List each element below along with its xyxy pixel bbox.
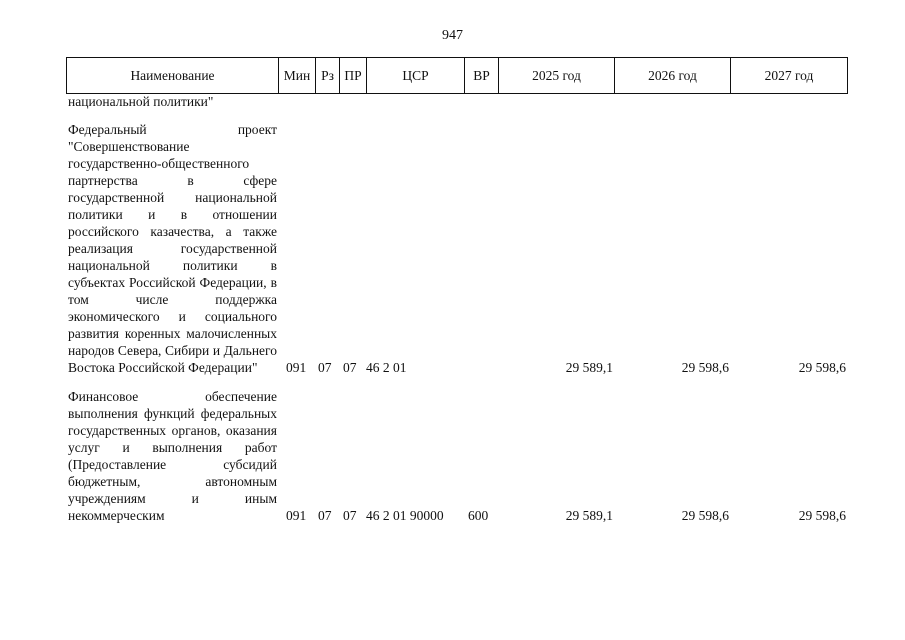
row-name: Финансовое обеспечение выполнения функций федеральных государственных органов, оказания услуг и выполнения работ (Предоставление субсидий бюджетным, автономным учреждениям и иным некоммерческим xyxy=(68,389,277,523)
row-name: Федеральный проект "Совершенствование государственно-общественного партнерства в сфере государственной национальной политики и в отношении российского казачества, а также реализация государственной национальной политики в субъектах Российской Федерации, в том числе поддержка экономического и социального развития коренных малочисленных народов Севера, Сибири и Дальнего Востока Российской Федерации" xyxy=(68,122,277,375)
row-2025: 29 589,1 xyxy=(565,360,613,375)
row-rz: 07 xyxy=(318,360,332,375)
row-2027: 29 598,6 xyxy=(798,360,846,375)
row-vr: 600 xyxy=(468,508,489,523)
row-2027: 29 598,6 xyxy=(798,508,846,523)
header-vr: ВР xyxy=(465,58,499,94)
row-min: 091 xyxy=(286,360,307,375)
header-csr: ЦСР xyxy=(367,58,465,94)
row-2026: 29 598,6 xyxy=(681,508,729,523)
table-row xyxy=(66,388,866,524)
header-2025: 2025 год xyxy=(499,58,615,94)
header-pr: ПР xyxy=(340,58,367,94)
row-rz: 07 xyxy=(318,508,332,523)
page-number: 947 xyxy=(442,28,463,43)
table-row xyxy=(66,121,866,376)
row-2026: 29 598,6 xyxy=(681,360,729,375)
row-csr: 46 2 01 90000 xyxy=(366,508,444,523)
table-body xyxy=(66,93,866,524)
table-row xyxy=(66,93,866,110)
row-csr: 46 2 01 xyxy=(366,360,407,375)
header-2027: 2027 год xyxy=(731,58,848,94)
header-min: Мин xyxy=(279,58,316,94)
row-2025: 29 589,1 xyxy=(565,508,613,523)
header-name: Наименование xyxy=(67,58,279,94)
row-pr: 07 xyxy=(343,508,357,523)
header-row xyxy=(67,58,848,94)
row-min: 091 xyxy=(286,508,307,523)
header-rz: Рз xyxy=(316,58,340,94)
row-name: национальной политики" xyxy=(68,94,214,109)
header-2026: 2026 год xyxy=(615,58,731,94)
budget-table-header xyxy=(66,57,848,94)
row-pr: 07 xyxy=(343,360,357,375)
